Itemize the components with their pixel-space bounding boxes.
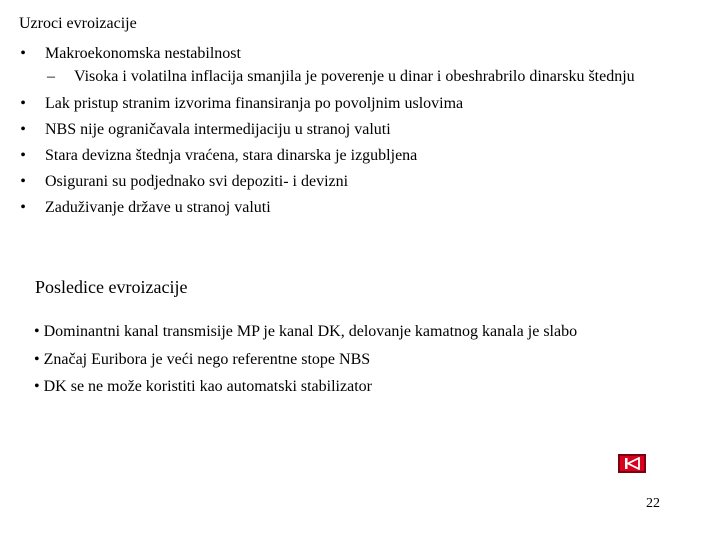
cause-label: Osigurani su podjednako svi depoziti- i devizni (45, 173, 349, 190)
list-item: • Značaj Euribora je veći nego referentne stope NBS (34, 350, 371, 368)
list-item: • DK se ne može koristiti kao automatski stabilizator (34, 378, 372, 395)
list-item (18, 94, 698, 114)
cause-label: Lak pristup stranim izvorima finansiranja po povoljnim uslovima (45, 95, 464, 112)
back-nav-button[interactable] (618, 454, 646, 473)
effects-list (34, 322, 694, 405)
effects-title: Posledice evroizacije (35, 277, 188, 297)
bullet: • (20, 199, 26, 216)
list-item (18, 44, 698, 88)
causes-list (18, 44, 698, 224)
bullet: • (20, 147, 26, 164)
list-item (18, 198, 698, 218)
slide-title: Uzroci evroizacije (19, 15, 137, 32)
list-item: • Dominantni kanal transmisije MP je kanal DK, delovanje kamatnog kanala je slabo (34, 323, 578, 340)
page-number: 22 (646, 496, 660, 511)
sub-list-item (45, 66, 698, 88)
cause-label: Zaduživanje države u stranoj valuti (45, 199, 271, 216)
bullet: • (20, 121, 26, 138)
list-item (18, 120, 698, 140)
list-item (18, 146, 698, 166)
cause-label: Stara devizna štednja vraćena, stara dinarska je izgubljena (45, 147, 418, 164)
skip-back-icon (622, 457, 642, 470)
list-item (18, 172, 698, 192)
bullet: • (20, 45, 26, 62)
cause-label: NBS nije ograničavala intermedijaciju u stranoj valuti (45, 121, 391, 138)
bullet: • (20, 95, 26, 112)
sub-item-label: Visoka i volatilna inflacija smanjila je poverenje u dinar i obeshrabrilo dinarsku štednju (74, 68, 635, 85)
dash: – (47, 68, 55, 85)
bullet: • (20, 173, 26, 190)
cause-label: Makroekonomska nestabilnost (45, 45, 241, 62)
sub-list (45, 66, 698, 88)
